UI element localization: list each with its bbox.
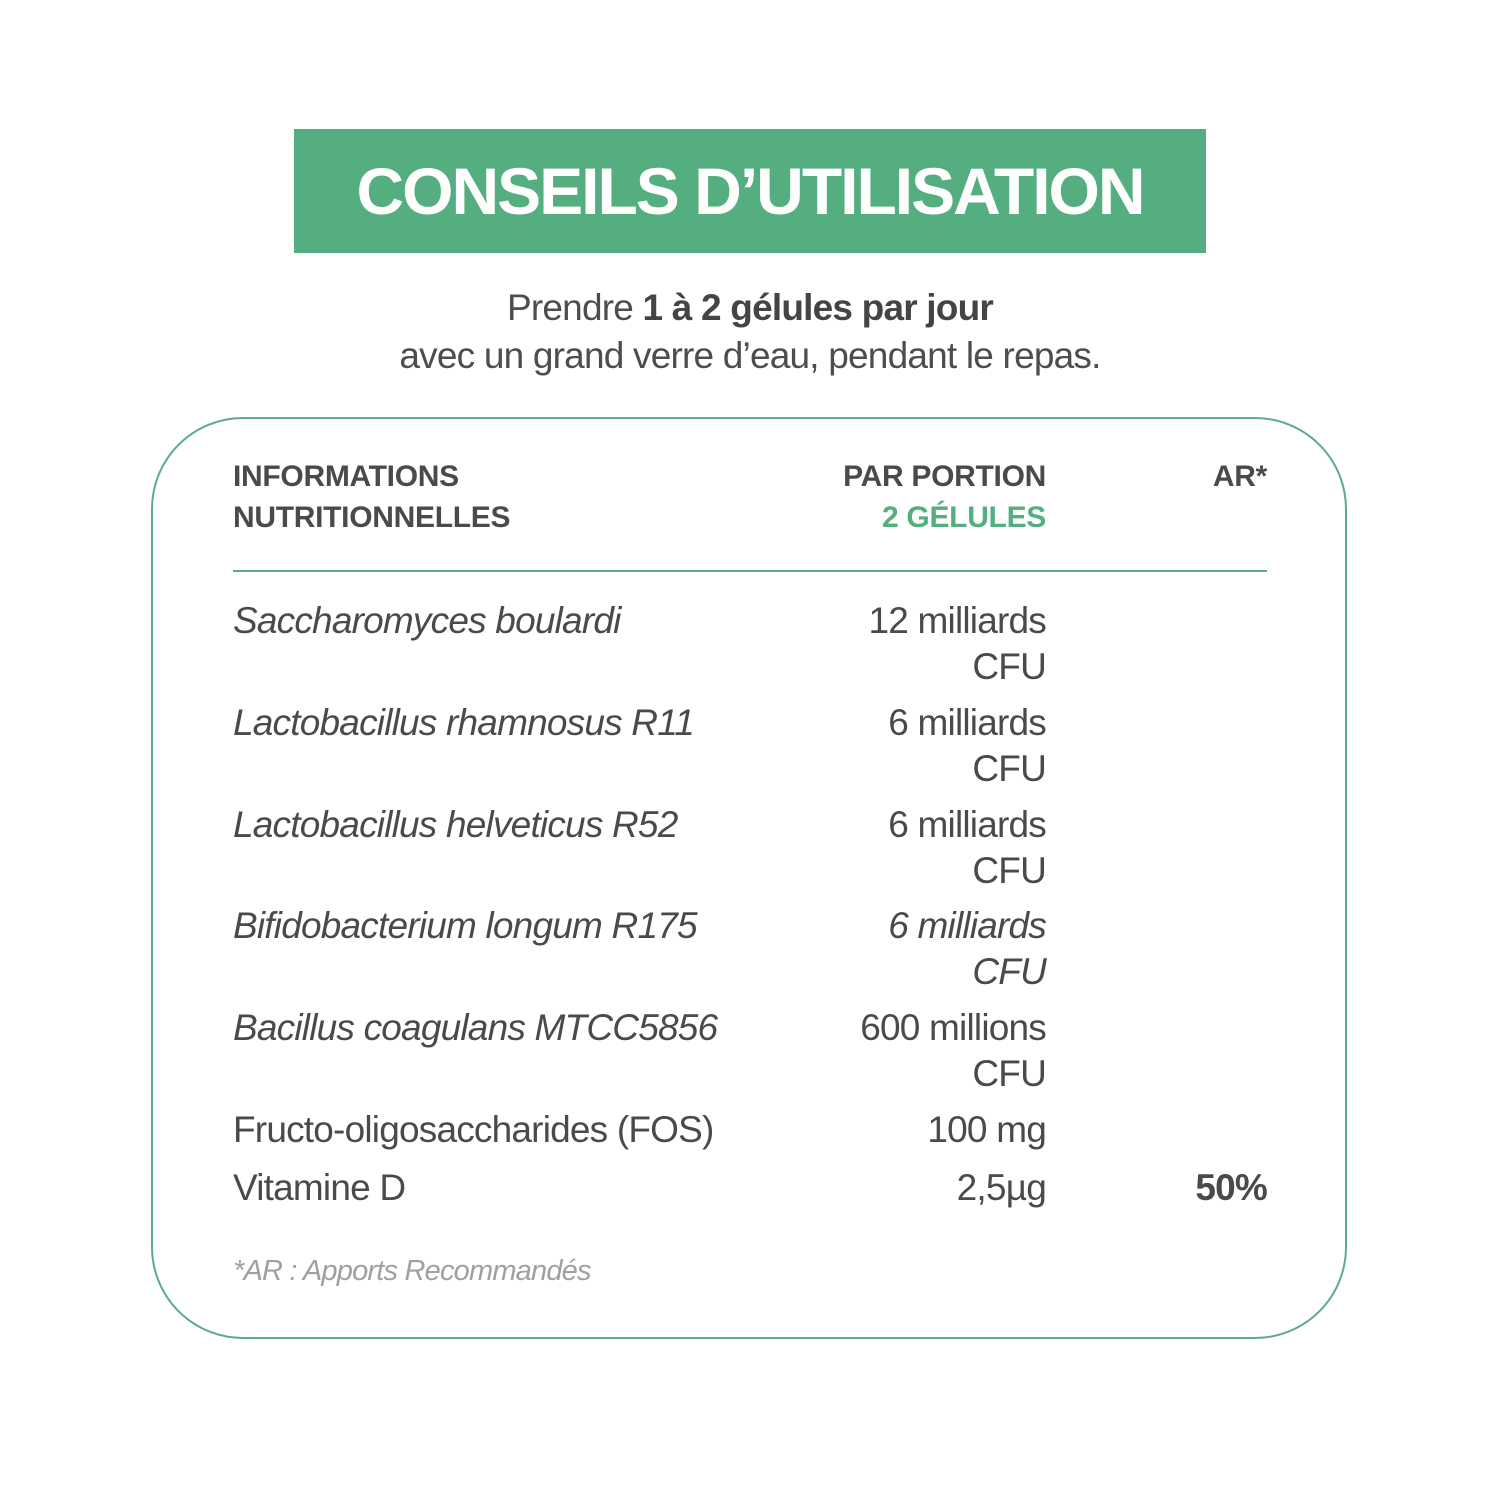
row-name: Saccharomyces boulardi bbox=[233, 600, 621, 641]
row-amount-line-1: 100 mg bbox=[927, 1109, 1046, 1150]
row-amount-line-1: 600 millions bbox=[860, 1007, 1046, 1048]
row-amount bbox=[700, 903, 1046, 995]
row-amount bbox=[700, 802, 1046, 894]
header-ar: AR* bbox=[1212, 460, 1267, 493]
row-amount-line-2: CFU bbox=[972, 646, 1046, 687]
header-per-portion-line-1: PAR PORTION bbox=[843, 460, 1046, 493]
row-amount bbox=[700, 598, 1046, 690]
row-amount-line-2: CFU bbox=[972, 951, 1046, 992]
row-amount-line-1: 2,5µg bbox=[956, 1167, 1046, 1208]
row-amount-line-1: 6 milliards bbox=[888, 804, 1046, 845]
row-name: Fructo-oligosaccharides (FOS) bbox=[233, 1109, 714, 1150]
row-amount bbox=[700, 700, 1046, 792]
instructions-line-1 bbox=[0, 284, 1500, 332]
row-name: Lactobacillus helveticus R52 bbox=[233, 804, 678, 845]
row-amount bbox=[700, 1165, 1046, 1211]
row-amount bbox=[700, 1107, 1046, 1153]
instructions-line-2: avec un grand verre d’eau, pendant le repas. bbox=[399, 335, 1101, 376]
row-amount-line-2: CFU bbox=[972, 850, 1046, 891]
header-informations-line-1: INFORMATIONS bbox=[233, 460, 459, 493]
title-banner bbox=[294, 129, 1206, 253]
row-name: Bacillus coagulans MTCC5856 bbox=[233, 1007, 718, 1048]
row-ar: 50% bbox=[1195, 1167, 1267, 1208]
row-name: Vitamine D bbox=[233, 1167, 406, 1208]
instructions-prefix: Prendre bbox=[506, 287, 643, 328]
usage-instructions bbox=[0, 284, 1500, 380]
row-name: Lactobacillus rhamnosus R11 bbox=[233, 702, 695, 743]
row-amount-line-1: 6 milliards bbox=[888, 702, 1046, 743]
row-name: Bifidobacterium longum R175 bbox=[233, 905, 697, 946]
footnote: *AR : Apports Recommandés bbox=[233, 1255, 591, 1287]
row-amount bbox=[700, 1005, 1046, 1097]
header-informations-line-2: NUTRITIONNELLES bbox=[233, 501, 511, 534]
header-per-portion-line-2: 2 GÉLULES bbox=[882, 501, 1046, 534]
header-informations bbox=[233, 456, 510, 538]
instructions-dosage: 1 à 2 gélules par jour bbox=[642, 287, 993, 328]
row-amount-line-1: 6 milliards bbox=[888, 905, 1046, 946]
row-amount-line-1: 12 milliards bbox=[868, 600, 1046, 641]
banner-title: CONSEILS D’UTILISATION bbox=[356, 154, 1144, 228]
row-amount-line-2: CFU bbox=[972, 1053, 1046, 1094]
header-divider bbox=[233, 570, 1267, 572]
header-per-portion bbox=[700, 456, 1046, 538]
row-amount-line-2: CFU bbox=[972, 748, 1046, 789]
